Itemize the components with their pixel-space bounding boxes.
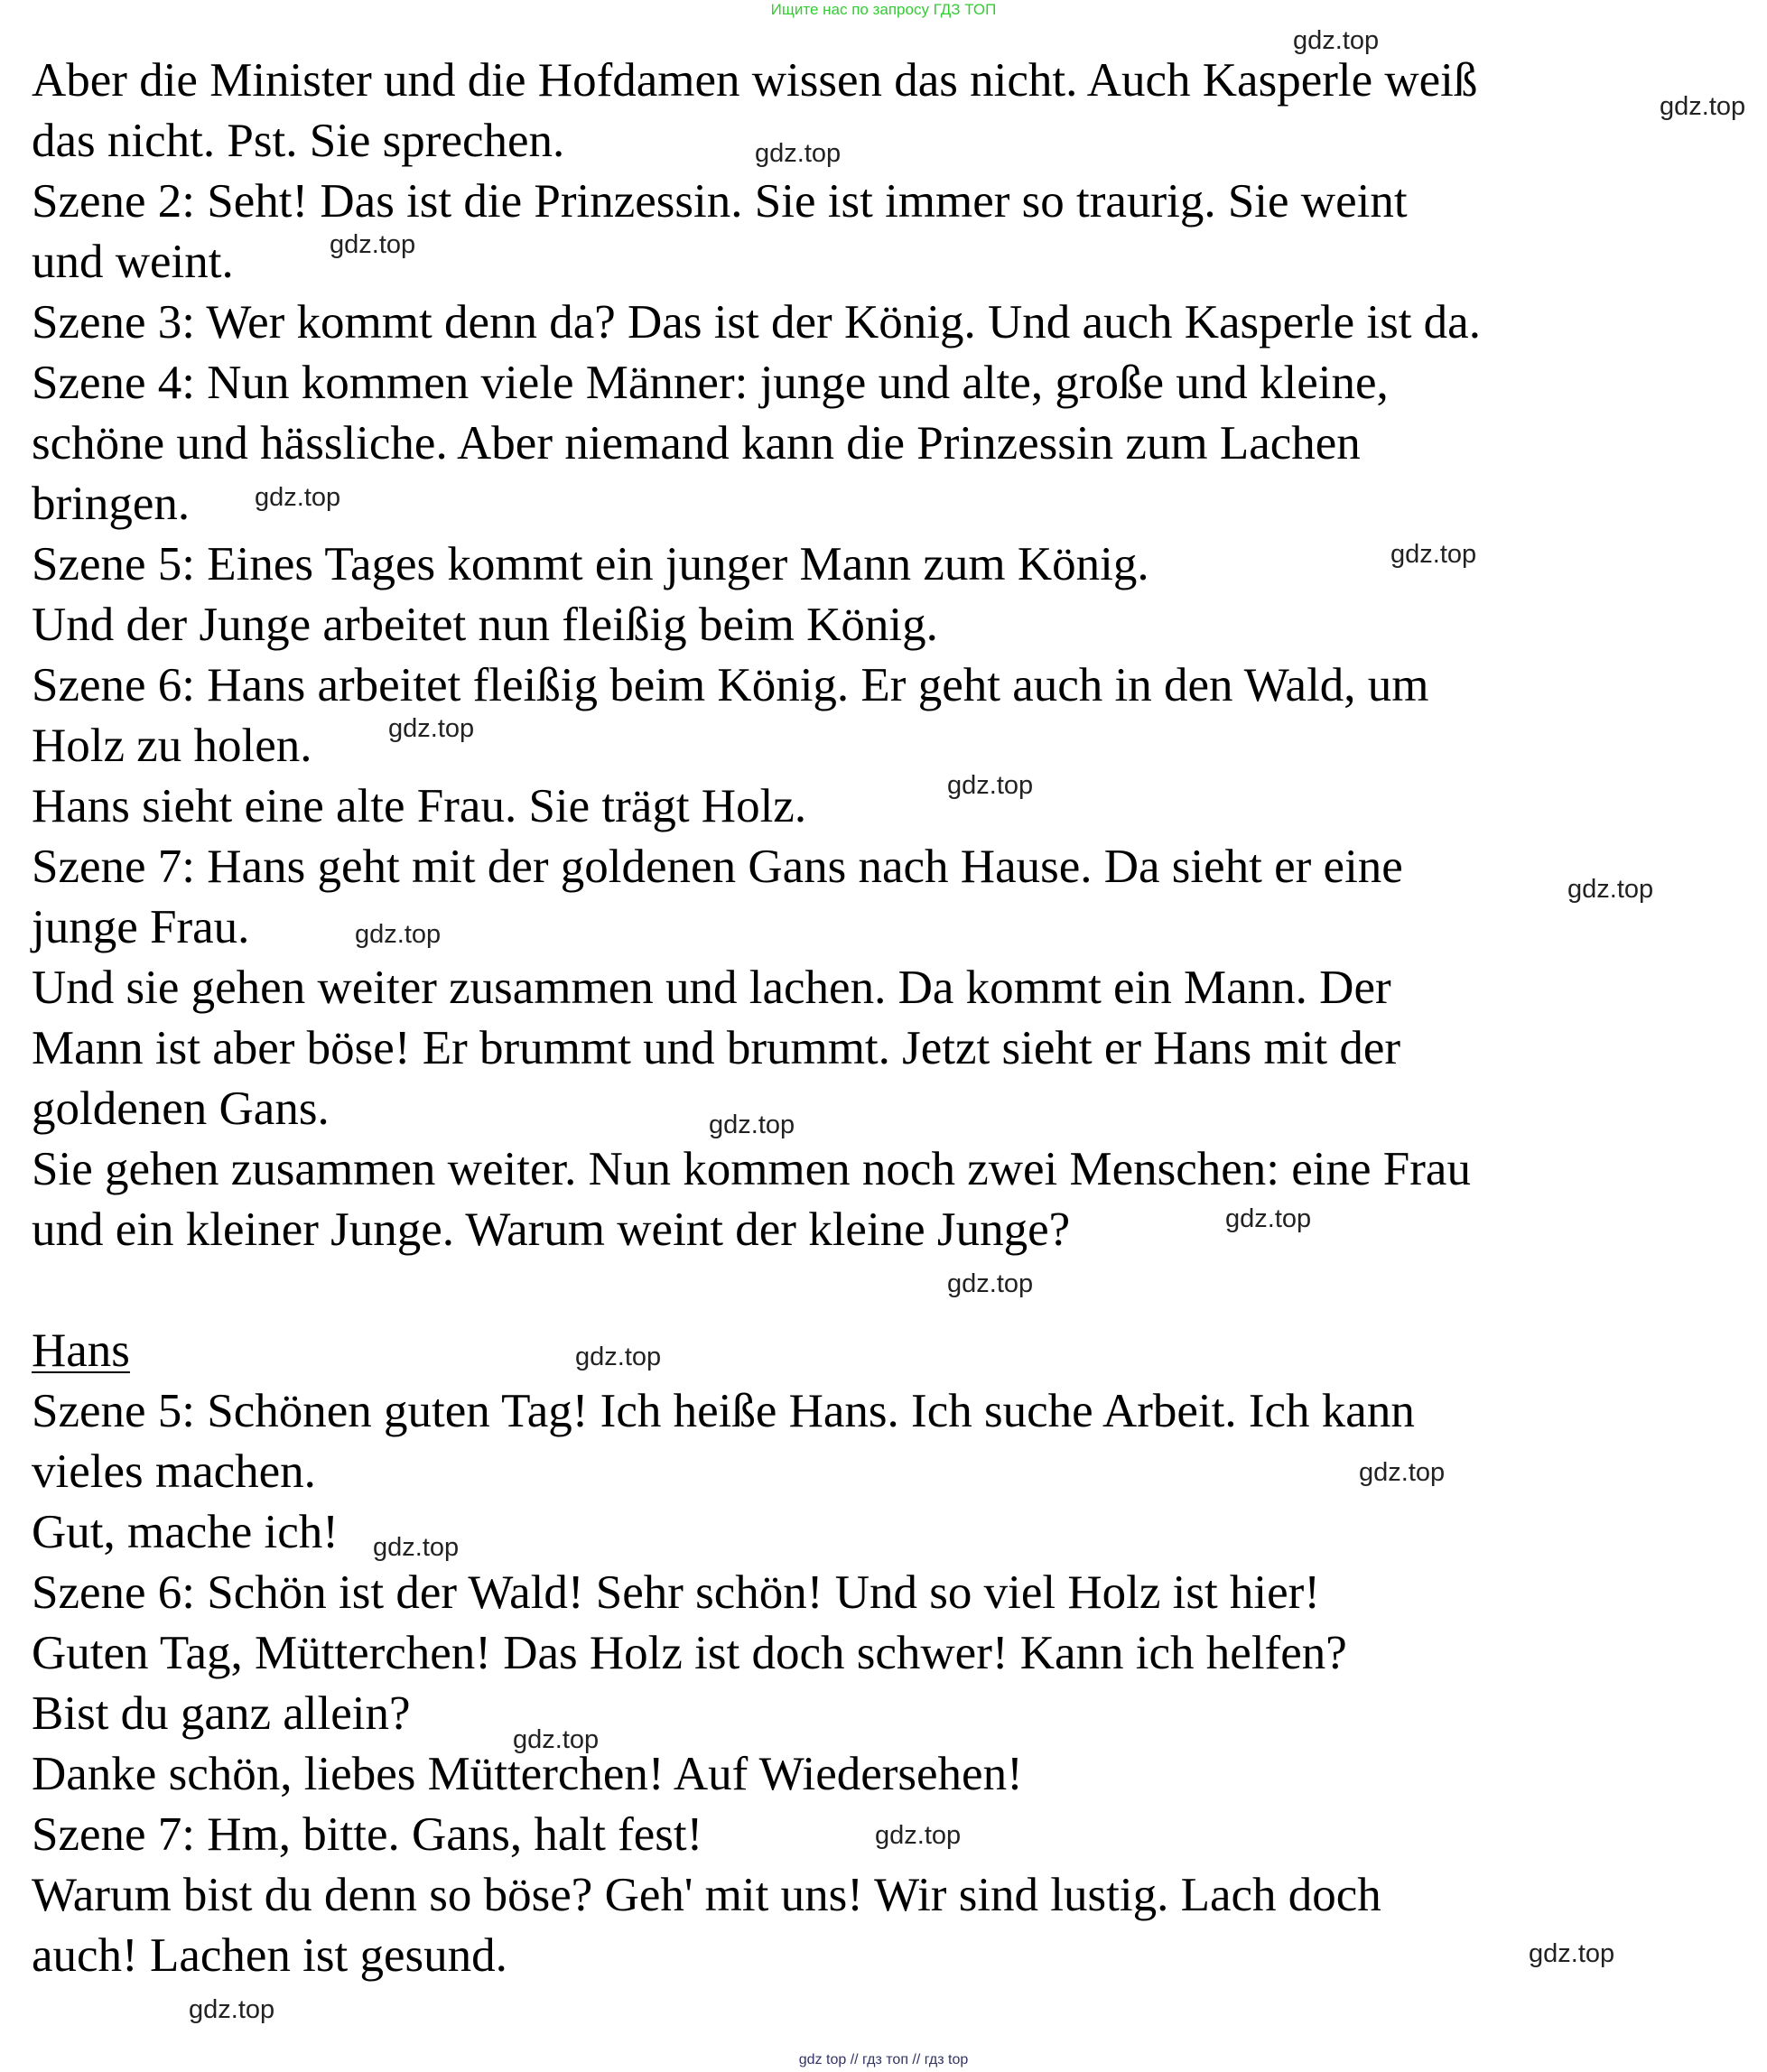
text-line: und weint. [32, 236, 234, 288]
watermark: gdz.top [947, 771, 1034, 800]
text-line: Szene 6: Hans arbeitet fleißig beim König. Er geht auch in den Wald, um [32, 659, 1429, 711]
watermark: gdz.top [1529, 1939, 1615, 1968]
text-line: Danke schön, liebes Mütterchen! Auf Wiedersehen! [32, 1748, 1023, 1800]
text-line: junge Frau. [32, 901, 250, 953]
text-line: Aber die Minister und die Hofdamen wissen das nicht. Auch Kasperle weiß [32, 54, 1478, 107]
text-line: Hans sieht eine alte Frau. Sie trägt Holz. [32, 780, 807, 832]
text-line: Warum bist du denn so böse? Geh' mit uns! Wir sind lustig. Lach doch [32, 1869, 1381, 1921]
text-line: schöne und hässliche. Aber niemand kann die Prinzessin zum Lachen [32, 417, 1361, 469]
text-line: Szene 7: Hans geht mit der goldenen Gans nach Hause. Da sieht er eine [32, 841, 1403, 893]
text-line: Szene 5: Schönen guten Tag! Ich heiße Hans. Ich suche Arbeit. Ich kann [32, 1385, 1415, 1437]
text-line: Mann ist aber böse! Er brummt und brummt. Jetzt sieht er Hans mit der [32, 1022, 1401, 1074]
text-line: vieles machen. [32, 1445, 316, 1498]
watermark: gdz.top [1225, 1204, 1312, 1233]
watermark: gdz.top [189, 1995, 275, 2024]
watermark: gdz.top [513, 1725, 600, 1754]
text-line: bringen. [32, 478, 191, 530]
text-line: auch! Lachen ist gesund. [32, 1929, 507, 1982]
watermark: gdz.top [1359, 1458, 1446, 1487]
text-line: Guten Tag, Mütterchen! Das Holz ist doch schwer! Kann ich helfen? [32, 1627, 1347, 1679]
text-line: Und sie gehen weiter zusammen und lachen. Da kommt ein Mann. Der [32, 962, 1391, 1014]
text-line: Sie gehen zusammen weiter. Nun kommen noch zwei Menschen: eine Frau [32, 1143, 1471, 1195]
text-line: Holz zu holen. [32, 720, 312, 772]
document-text [32, 51, 1684, 1986]
text-line: und ein kleiner Junge. Warum weint der kleine Junge? [32, 1203, 1071, 1256]
watermark: gdz.top [1567, 875, 1654, 904]
watermark: gdz.top [1390, 540, 1477, 569]
watermark: gdz.top [947, 1269, 1034, 1298]
watermark: gdz.top [1293, 26, 1380, 55]
watermark: gdz.top [255, 483, 341, 512]
text-line: Bist du ganz allein? [32, 1687, 411, 1740]
watermark: gdz.top [330, 230, 416, 259]
watermark: gdz.top [388, 714, 475, 743]
text-line: Szene 2: Seht! Das ist die Prinzessin. Sie ist immer so traurig. Sie weint [32, 175, 1408, 228]
watermark: gdz.top [755, 139, 842, 168]
watermark: gdz.top [875, 1821, 962, 1850]
bottom-banner: gdz top // гдз топ // гдз top [798, 2052, 969, 2067]
text-line: Und der Junge arbeitet nun fleißig beim König. [32, 599, 938, 651]
text-line: Szene 6: Schön ist der Wald! Sehr schön! Und so viel Holz ist hier! [32, 1566, 1320, 1619]
text-line: Gut, mache ich! [32, 1506, 339, 1558]
text-line: Szene 7: Hm, bitte. Gans, halt fest! [32, 1808, 703, 1861]
text-line: Szene 5: Eines Tages kommt ein junger Mann zum König. [32, 538, 1149, 590]
watermark: gdz.top [709, 1110, 795, 1139]
text-line: goldenen Gans. [32, 1082, 330, 1135]
text-line: Szene 4: Nun kommen viele Männer: junge und alte, große und kleine, [32, 357, 1389, 409]
watermark: gdz.top [1660, 92, 1746, 121]
watermark: gdz.top [355, 920, 442, 949]
paragraph-gap [32, 1260, 1684, 1321]
watermark: gdz.top [575, 1343, 662, 1371]
watermark: gdz.top [373, 1533, 460, 1562]
text-line: das nicht. Pst. Sie sprechen. [32, 115, 565, 167]
top-banner: Ищите нас по запросу ГДЗ ТОП [770, 1, 997, 18]
section-heading-hans: Hans [32, 1324, 130, 1377]
text-line: Szene 3: Wer kommt denn da? Das ist der König. Und auch Kasperle ist da. [32, 296, 1481, 348]
